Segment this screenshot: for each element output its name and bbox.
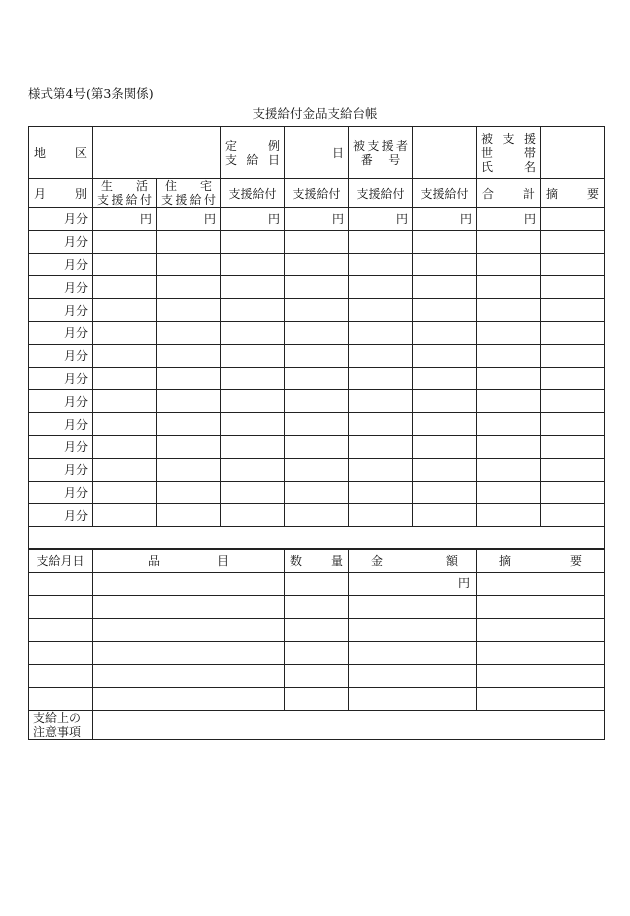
amount-cell[interactable]	[541, 390, 605, 413]
amount-cell[interactable]	[349, 458, 413, 481]
support-header-4: 支援給付	[413, 179, 477, 208]
amount-cell[interactable]	[413, 390, 477, 413]
pay-date-cell[interactable]	[29, 596, 93, 619]
amount-cell[interactable]	[285, 299, 349, 322]
amount-cell[interactable]	[413, 413, 477, 436]
amount-cell[interactable]	[285, 276, 349, 299]
ledger-title: 支援給付金品支給台帳	[252, 106, 378, 121]
amount-cell[interactable]	[93, 504, 157, 527]
item-remarks-cell[interactable]	[477, 642, 605, 665]
amount-cell[interactable]	[413, 481, 477, 504]
item-row	[29, 688, 605, 711]
pay-date-header: 支給月日	[29, 549, 93, 573]
notes-label: 支給上の 注意事項	[29, 711, 93, 740]
recipient-number-value[interactable]	[413, 127, 477, 179]
monthly-row	[29, 458, 605, 481]
ledger-table	[28, 126, 605, 740]
quantity-cell[interactable]	[285, 642, 349, 665]
amount-cell[interactable]	[93, 253, 157, 276]
amount-cell[interactable]	[285, 367, 349, 390]
amount-cell[interactable]	[541, 321, 605, 344]
month-cell	[29, 504, 93, 527]
amount-cell[interactable]	[221, 413, 285, 436]
amount-cell[interactable]	[157, 390, 221, 413]
amount-cell[interactable]	[157, 367, 221, 390]
amount-cell[interactable]	[157, 253, 221, 276]
amount-cell[interactable]	[157, 208, 221, 231]
item-row	[29, 619, 605, 642]
amount-cell[interactable]	[285, 230, 349, 253]
items-remarks-header: 摘 要	[477, 549, 605, 573]
quantity-header: 数 量	[285, 549, 349, 573]
household-head-value[interactable]	[541, 127, 605, 179]
amount-cell[interactable]	[285, 253, 349, 276]
amount-cell[interactable]	[477, 390, 541, 413]
amount-cell[interactable]	[349, 390, 413, 413]
amount-cell[interactable]	[413, 253, 477, 276]
amount-cell[interactable]	[93, 435, 157, 458]
household-head-label: 被 支 援 世 帯 氏 名	[477, 127, 541, 179]
amount-cell[interactable]	[413, 367, 477, 390]
remarks-header: 摘 要	[541, 179, 605, 208]
amount-cell[interactable]	[349, 276, 413, 299]
monthly-row	[29, 504, 605, 527]
amount-cell[interactable]	[477, 367, 541, 390]
amount-cell[interactable]	[285, 390, 349, 413]
yen-unit: 円	[331, 212, 344, 227]
amount-cell[interactable]	[477, 208, 541, 231]
month-cell	[29, 435, 93, 458]
amount-cell[interactable]	[93, 321, 157, 344]
amount-cell[interactable]	[541, 208, 605, 231]
amount-cell[interactable]	[221, 253, 285, 276]
amount-cell[interactable]	[157, 458, 221, 481]
amount-cell[interactable]	[477, 299, 541, 322]
yen-unit: 円	[203, 212, 216, 227]
pay-date-cell[interactable]	[29, 573, 93, 596]
month-suffix: 月分	[63, 235, 88, 250]
month-suffix: 月分	[63, 440, 88, 455]
quantity-cell[interactable]	[285, 596, 349, 619]
amount-cell[interactable]	[285, 344, 349, 367]
amount-cell[interactable]	[541, 413, 605, 436]
amount-cell[interactable]	[157, 276, 221, 299]
regular-payment-day-value[interactable]: 日	[285, 127, 349, 179]
amount-cell[interactable]	[477, 504, 541, 527]
amount-cell[interactable]	[349, 253, 413, 276]
item-amount-cell[interactable]	[349, 573, 477, 596]
amount-cell[interactable]	[349, 230, 413, 253]
month-cell	[29, 367, 93, 390]
amount-cell[interactable]	[541, 481, 605, 504]
form-number: 様式第4号(第3条関係)	[28, 86, 154, 101]
amount-cell[interactable]	[157, 321, 221, 344]
item-amount-cell[interactable]	[349, 642, 477, 665]
month-suffix: 月分	[63, 349, 88, 364]
pay-date-cell[interactable]	[29, 642, 93, 665]
amount-cell[interactable]	[157, 230, 221, 253]
amount-cell[interactable]	[477, 276, 541, 299]
amount-cell[interactable]	[413, 321, 477, 344]
pay-date-cell[interactable]	[29, 619, 93, 642]
amount-cell[interactable]	[477, 321, 541, 344]
quantity-cell[interactable]	[285, 573, 349, 596]
month-cell	[29, 253, 93, 276]
item-cell[interactable]	[93, 688, 285, 711]
section-separator	[29, 527, 605, 549]
item-remarks-cell[interactable]	[477, 596, 605, 619]
amount-cell[interactable]	[93, 367, 157, 390]
regular-payment-day-label: 定 例 支 給 日	[221, 127, 285, 179]
yen-unit: 円	[459, 212, 472, 227]
item-remarks-cell[interactable]	[477, 619, 605, 642]
yen-unit: 円	[395, 212, 408, 227]
amount-cell[interactable]	[349, 504, 413, 527]
amount-cell[interactable]	[541, 458, 605, 481]
monthly-row	[29, 230, 605, 253]
amount-cell[interactable]	[349, 299, 413, 322]
month-suffix: 月分	[63, 508, 88, 523]
monthly-row	[29, 435, 605, 458]
district-label: 地 区	[29, 127, 93, 179]
month-suffix: 月分	[63, 326, 88, 341]
month-cell	[29, 208, 93, 231]
month-cell	[29, 230, 93, 253]
item-row	[29, 665, 605, 688]
amount-cell[interactable]	[541, 276, 605, 299]
monthly-row	[29, 321, 605, 344]
amount-cell[interactable]	[477, 413, 541, 436]
amount-cell[interactable]	[413, 504, 477, 527]
yen-unit: 円	[139, 212, 152, 227]
amount-cell[interactable]	[221, 435, 285, 458]
item-row	[29, 573, 605, 596]
amount-cell[interactable]	[477, 458, 541, 481]
month-cell	[29, 321, 93, 344]
item-amount-cell[interactable]	[349, 688, 477, 711]
separator-cell	[29, 527, 605, 549]
amount-cell[interactable]	[93, 458, 157, 481]
amount-cell[interactable]	[413, 208, 477, 231]
pay-date-cell[interactable]	[29, 688, 93, 711]
quantity-cell[interactable]	[285, 688, 349, 711]
support-header-1: 支援給付	[221, 179, 285, 208]
amount-cell[interactable]	[413, 230, 477, 253]
notes-value[interactable]	[93, 711, 605, 740]
amount-cell[interactable]	[349, 481, 413, 504]
monthly-row	[29, 344, 605, 367]
monthly-row	[29, 208, 605, 231]
amount-cell[interactable]	[157, 344, 221, 367]
item-cell[interactable]	[93, 642, 285, 665]
amount-cell[interactable]	[413, 299, 477, 322]
amount-cell[interactable]	[477, 344, 541, 367]
monthly-row	[29, 481, 605, 504]
amount-cell[interactable]	[477, 230, 541, 253]
month-suffix: 月分	[63, 485, 88, 500]
month-suffix: 月分	[63, 280, 88, 295]
amount-cell[interactable]	[157, 435, 221, 458]
amount-cell[interactable]	[349, 208, 413, 231]
item-cell[interactable]	[93, 665, 285, 688]
amount-cell[interactable]	[477, 253, 541, 276]
amount-cell[interactable]	[541, 367, 605, 390]
amount-cell[interactable]	[413, 344, 477, 367]
month-cell	[29, 344, 93, 367]
item-row	[29, 596, 605, 619]
amount-cell[interactable]	[541, 344, 605, 367]
amount-cell[interactable]	[285, 435, 349, 458]
amount-cell[interactable]	[221, 504, 285, 527]
item-cell[interactable]	[93, 596, 285, 619]
amount-cell[interactable]	[285, 458, 349, 481]
amount-cell[interactable]	[541, 504, 605, 527]
amount-cell[interactable]	[221, 367, 285, 390]
quantity-cell[interactable]	[285, 665, 349, 688]
items-header-row	[29, 549, 605, 573]
amount-cell[interactable]	[349, 321, 413, 344]
amount-cell[interactable]	[413, 435, 477, 458]
amount-cell[interactable]	[541, 253, 605, 276]
support-header-3: 支援給付	[349, 179, 413, 208]
item-header: 品 目	[93, 549, 285, 573]
month-cell	[29, 390, 93, 413]
amount-cell[interactable]	[477, 481, 541, 504]
amount-header: 金 額	[349, 549, 477, 573]
amount-cell[interactable]	[349, 435, 413, 458]
amount-cell[interactable]	[221, 481, 285, 504]
amount-cell[interactable]	[541, 435, 605, 458]
month-cell	[29, 276, 93, 299]
amount-cell[interactable]	[157, 413, 221, 436]
amount-cell[interactable]	[285, 481, 349, 504]
amount-cell[interactable]	[285, 413, 349, 436]
amount-cell[interactable]	[93, 230, 157, 253]
item-row	[29, 642, 605, 665]
item-cell[interactable]	[93, 619, 285, 642]
amount-cell[interactable]	[285, 504, 349, 527]
column-header-row	[29, 179, 605, 208]
yen-unit: 円	[457, 576, 470, 591]
monthly-row	[29, 367, 605, 390]
item-remarks-cell[interactable]	[477, 573, 605, 596]
amount-cell[interactable]	[221, 299, 285, 322]
amount-cell[interactable]	[221, 344, 285, 367]
amount-cell[interactable]	[93, 208, 157, 231]
support-header-2: 支援給付	[285, 179, 349, 208]
amount-cell[interactable]	[221, 390, 285, 413]
monthly-row	[29, 276, 605, 299]
amount-cell[interactable]	[349, 413, 413, 436]
item-amount-cell[interactable]	[349, 619, 477, 642]
amount-cell[interactable]	[93, 481, 157, 504]
amount-cell[interactable]	[413, 458, 477, 481]
amount-cell[interactable]	[93, 276, 157, 299]
amount-cell[interactable]	[413, 276, 477, 299]
amount-cell[interactable]	[221, 230, 285, 253]
amount-cell[interactable]	[541, 230, 605, 253]
amount-cell[interactable]	[349, 344, 413, 367]
month-cell	[29, 481, 93, 504]
amount-cell[interactable]	[93, 390, 157, 413]
month-cell	[29, 458, 93, 481]
yen-unit: 円	[523, 212, 536, 227]
total-header: 合 計	[477, 179, 541, 208]
item-amount-cell[interactable]	[349, 596, 477, 619]
recipient-number-label: 被 支 援 者 番 号	[349, 127, 413, 179]
housing-support-header: 住 宅 支 援 給 付	[157, 179, 221, 208]
quantity-cell[interactable]	[285, 619, 349, 642]
month-cell	[29, 299, 93, 322]
item-cell[interactable]	[93, 573, 285, 596]
month-column-header: 月 別	[29, 179, 93, 208]
amount-cell[interactable]	[93, 344, 157, 367]
amount-cell[interactable]	[157, 299, 221, 322]
district-value[interactable]	[93, 127, 221, 179]
amount-cell[interactable]	[285, 321, 349, 344]
amount-cell[interactable]	[349, 367, 413, 390]
amount-cell[interactable]	[221, 321, 285, 344]
monthly-row	[29, 413, 605, 436]
amount-cell[interactable]	[221, 208, 285, 231]
pay-date-cell[interactable]	[29, 665, 93, 688]
living-support-header: 生 活 支 援 給 付	[93, 179, 157, 208]
header-row	[29, 127, 605, 179]
item-remarks-cell[interactable]	[477, 665, 605, 688]
month-suffix: 月分	[63, 303, 88, 318]
amount-cell[interactable]	[541, 299, 605, 322]
month-suffix: 月分	[63, 257, 88, 272]
notes-row	[29, 711, 605, 740]
amount-cell[interactable]	[157, 504, 221, 527]
amount-cell[interactable]	[93, 299, 157, 322]
month-cell	[29, 413, 93, 436]
amount-cell[interactable]	[93, 413, 157, 436]
month-suffix: 月分	[63, 394, 88, 409]
amount-cell[interactable]	[477, 435, 541, 458]
amount-cell[interactable]	[285, 208, 349, 231]
yen-unit: 円	[267, 212, 280, 227]
month-suffix: 月分	[63, 463, 88, 478]
item-amount-cell[interactable]	[349, 665, 477, 688]
monthly-row	[29, 390, 605, 413]
month-suffix: 月分	[63, 212, 88, 227]
monthly-row	[29, 299, 605, 322]
amount-cell[interactable]	[221, 458, 285, 481]
amount-cell[interactable]	[157, 481, 221, 504]
amount-cell[interactable]	[221, 276, 285, 299]
item-remarks-cell[interactable]	[477, 688, 605, 711]
month-suffix: 月分	[63, 417, 88, 432]
month-suffix: 月分	[63, 371, 88, 386]
monthly-row	[29, 253, 605, 276]
